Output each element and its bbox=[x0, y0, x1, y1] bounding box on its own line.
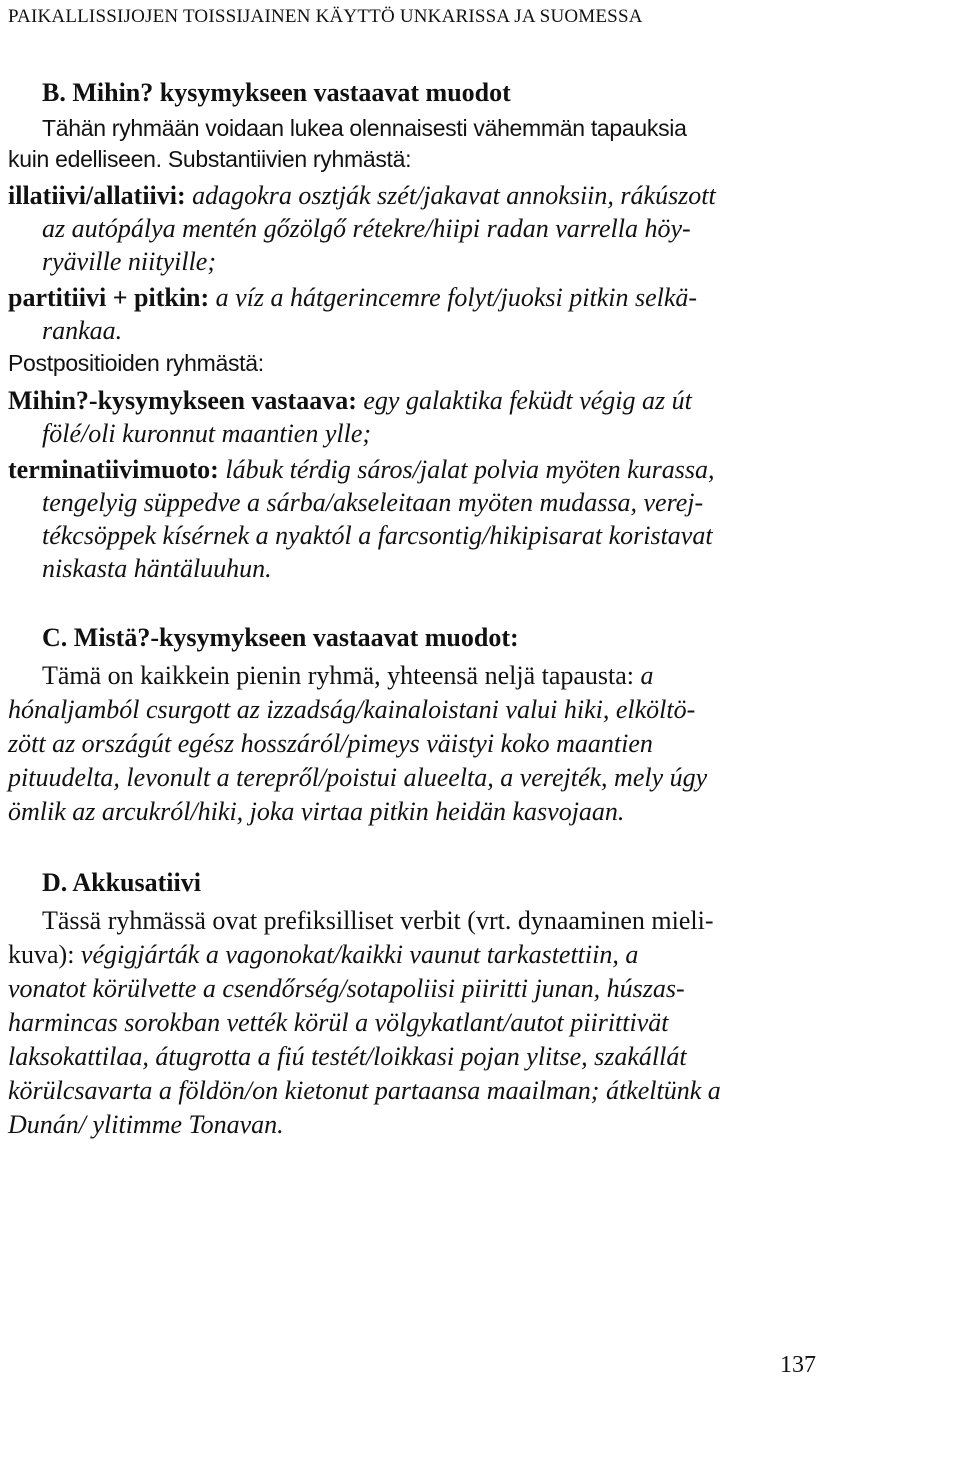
partitive-line bbox=[8, 285, 697, 311]
section-d-example: vonatot körülvette a csendőrség/sotapoliisi piiritti junan, húszas- bbox=[8, 974, 685, 1003]
section-d-example: körülcsavarta a földön/on kietonut partaansa maailman; átkeltünk a bbox=[8, 1076, 721, 1105]
partitive-label: partitiivi + pitkin: bbox=[8, 283, 210, 312]
section-d-example: Dunán/ ylitimme Tonavan. bbox=[8, 1110, 284, 1139]
section-b-heading: B. Mihin? kysymykseen vastaavat muodot bbox=[42, 78, 511, 107]
section-b-intro: kuin edelliseen. Substantiivien ryhmästä: bbox=[8, 146, 412, 172]
section-d-example: harmincas sorokban vették körül a völgykatlant/autot piirittivät bbox=[8, 1008, 669, 1037]
illat-example: az autópálya mentén gőzölgő rétekre/hiipi radan varrella höy- bbox=[42, 214, 691, 243]
illat-label: illatiivi/allatiivi: bbox=[8, 181, 186, 210]
section-d-lead-text: kuva): bbox=[8, 940, 75, 969]
section-c-heading: C. Mistä?-kysymykseen vastaavat muodot: bbox=[42, 623, 519, 652]
terminative-label: terminatiivimuoto: bbox=[8, 455, 219, 484]
illat-example: ryäville niityille; bbox=[42, 247, 216, 276]
mihin-line bbox=[8, 388, 692, 414]
postposition-title: Postpositioiden ryhmästä: bbox=[8, 350, 264, 376]
mihin-label: Mihin?-kysymykseen vastaava: bbox=[8, 386, 357, 415]
mihin-example: fölé/oli kuronnut maantien ylle; bbox=[42, 419, 372, 448]
section-d-example: végigjárták a vagonokat/kaikki vaunut tarkastettiin, a bbox=[80, 940, 639, 969]
terminative-line bbox=[8, 457, 715, 483]
terminative-example: tengelyig süppedve a sárba/akseleitaan myöten mudassa, verej- bbox=[42, 488, 704, 517]
illat-line bbox=[8, 183, 716, 209]
section-d-example: laksokattilaa, átugrotta a fiú testét/loikkasi pojan ylitse, szakállát bbox=[8, 1042, 687, 1071]
section-d-lead bbox=[8, 942, 638, 968]
section-c-example: a bbox=[640, 661, 654, 690]
section-c-lead-text: Tämä on kaikkein pienin ryhmä, yhteensä neljä tapausta: bbox=[42, 661, 635, 690]
terminative-example: lábuk térdig sáros/jalat polvia myöten kurassa, bbox=[225, 455, 715, 484]
partitive-example: rankaa. bbox=[42, 316, 123, 345]
section-c-example: ömlik az arcukról/hiki, joka virtaa pitkin heidän kasvojaan. bbox=[8, 797, 625, 826]
mihin-example: egy galaktika feküdt végig az út bbox=[363, 386, 692, 415]
partitive-example: a víz a hátgerincemre folyt/juoksi pitkin selkä- bbox=[215, 283, 698, 312]
terminative-example: tékcsöppek kísérnek a nyaktól a farcsontig/hikipisarat koristavat bbox=[42, 521, 713, 550]
section-c-example: hónaljamból csurgott az izzadság/kainaloistani valui hiki, elköltö- bbox=[8, 695, 696, 724]
running-head: PAIKALLISSIJOJEN TOISSIJAINEN KÄYTTÖ UNKARISSA JA SUOMESSA bbox=[8, 6, 643, 27]
section-d-lead: Tässä ryhmässä ovat prefiksilliset verbit (vrt. dynaaminen mieli- bbox=[42, 906, 714, 935]
page-number: 137 bbox=[780, 1352, 816, 1378]
terminative-example: niskasta häntäluuhun. bbox=[42, 554, 272, 583]
section-c-example: zött az országút egész hosszáról/pimeys väistyi koko maantien bbox=[8, 729, 653, 758]
section-d-heading: D. Akkusatiivi bbox=[42, 868, 201, 897]
section-c-example: pituudelta, levonult a terepről/poistui alueelta, a verejték, mely úgy bbox=[8, 763, 708, 792]
illat-example: adagokra osztják szét/jakavat annoksiin, rákúszott bbox=[192, 181, 716, 210]
section-b-intro: Tähän ryhmään voidaan lukea olennaisesti vähemmän tapauksia bbox=[42, 115, 687, 141]
section-c-lead bbox=[42, 663, 654, 689]
